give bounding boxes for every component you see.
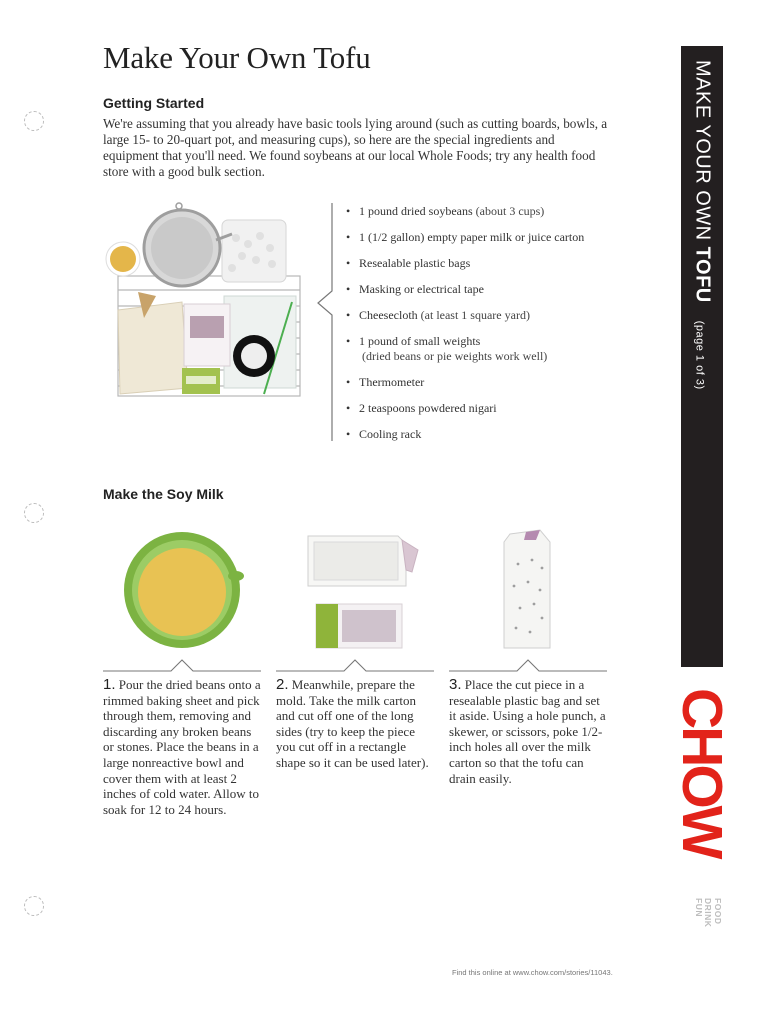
soy-milk-heading: Make the Soy Milk [103,486,224,502]
binder-hole-middle [24,503,44,523]
step-2-divider [276,659,434,673]
list-item: • Resealable plastic bags [346,256,584,282]
sidebar-title: MAKE YOUR OWN TOFU(page 1 of 3) [691,60,714,390]
step-2-photo [302,530,420,652]
list-item: • Cooling rack [346,427,584,453]
ingredient-list [346,204,584,453]
step-1-photo [122,528,246,652]
ingredients-photo [104,198,310,404]
step-3-photo [496,528,564,652]
step-3-divider [449,659,607,673]
footer-link-text: Find this online at www.chow.com/stories/11043. [452,968,613,977]
step-1-text: 1. Pour the dried beans onto a rimmed baking sheet and pick through them, removing and discarding any broken beans or stones. Place the beans in a large nonreactive bowl and cover them with at least 2 inches of cold water. Allow to soak for 12 to 24 hours. [103,676,261,817]
page-indicator: (page 1 of 3) [693,320,706,390]
sidebar-banner [681,46,723,667]
list-item: • 1 (1/2 gallon) empty paper milk or juice carton [346,230,584,256]
list-item: • Masking or electrical tape [346,282,584,308]
list-item: • 1 pound dried soybeans (about 3 cups) [346,204,584,230]
list-item: • Cheesecloth (at least 1 square yard) [346,308,584,334]
list-item: • Thermometer [346,375,584,401]
intro-paragraph: We're assuming that you already have basic tools lying around (such as cutting boards, bowls, a large 15- to 20-quart pot, and measuring cups), so here are the special ingredients and equipment that you'll need. We found soybeans at our local Whole Foods; try any health food store with a good bulk section. [103,116,608,179]
binder-hole-top [24,111,44,131]
page-title: Make Your Own Tofu [103,40,371,75]
list-bracket [316,203,334,441]
brand-tagline: FOOD DRINK FUN [694,898,723,928]
step-3-text: 3. Place the cut piece in a resealable plastic bag and set it aside. Using a hole punch, a skewer, or scissors, poke 1/2-inch holes all over the milk carton so that the tofu can drain easily. [449,676,606,786]
step-2-text: 2. Meanwhile, prepare the mold. Take the milk carton and cut off one of the long sides (try to keep the piece you cut off in a rectangle shape so it can be used later). [276,676,429,770]
binder-hole-bottom [24,896,44,916]
list-item: • 2 teaspoons powdered nigari [346,401,584,427]
getting-started-heading: Getting Started [103,95,205,111]
chow-logo: CHOW [670,688,734,857]
list-item: • 1 pound of small weights (dried beans or pie weights work well) [346,334,584,375]
step-1-divider [103,659,261,673]
